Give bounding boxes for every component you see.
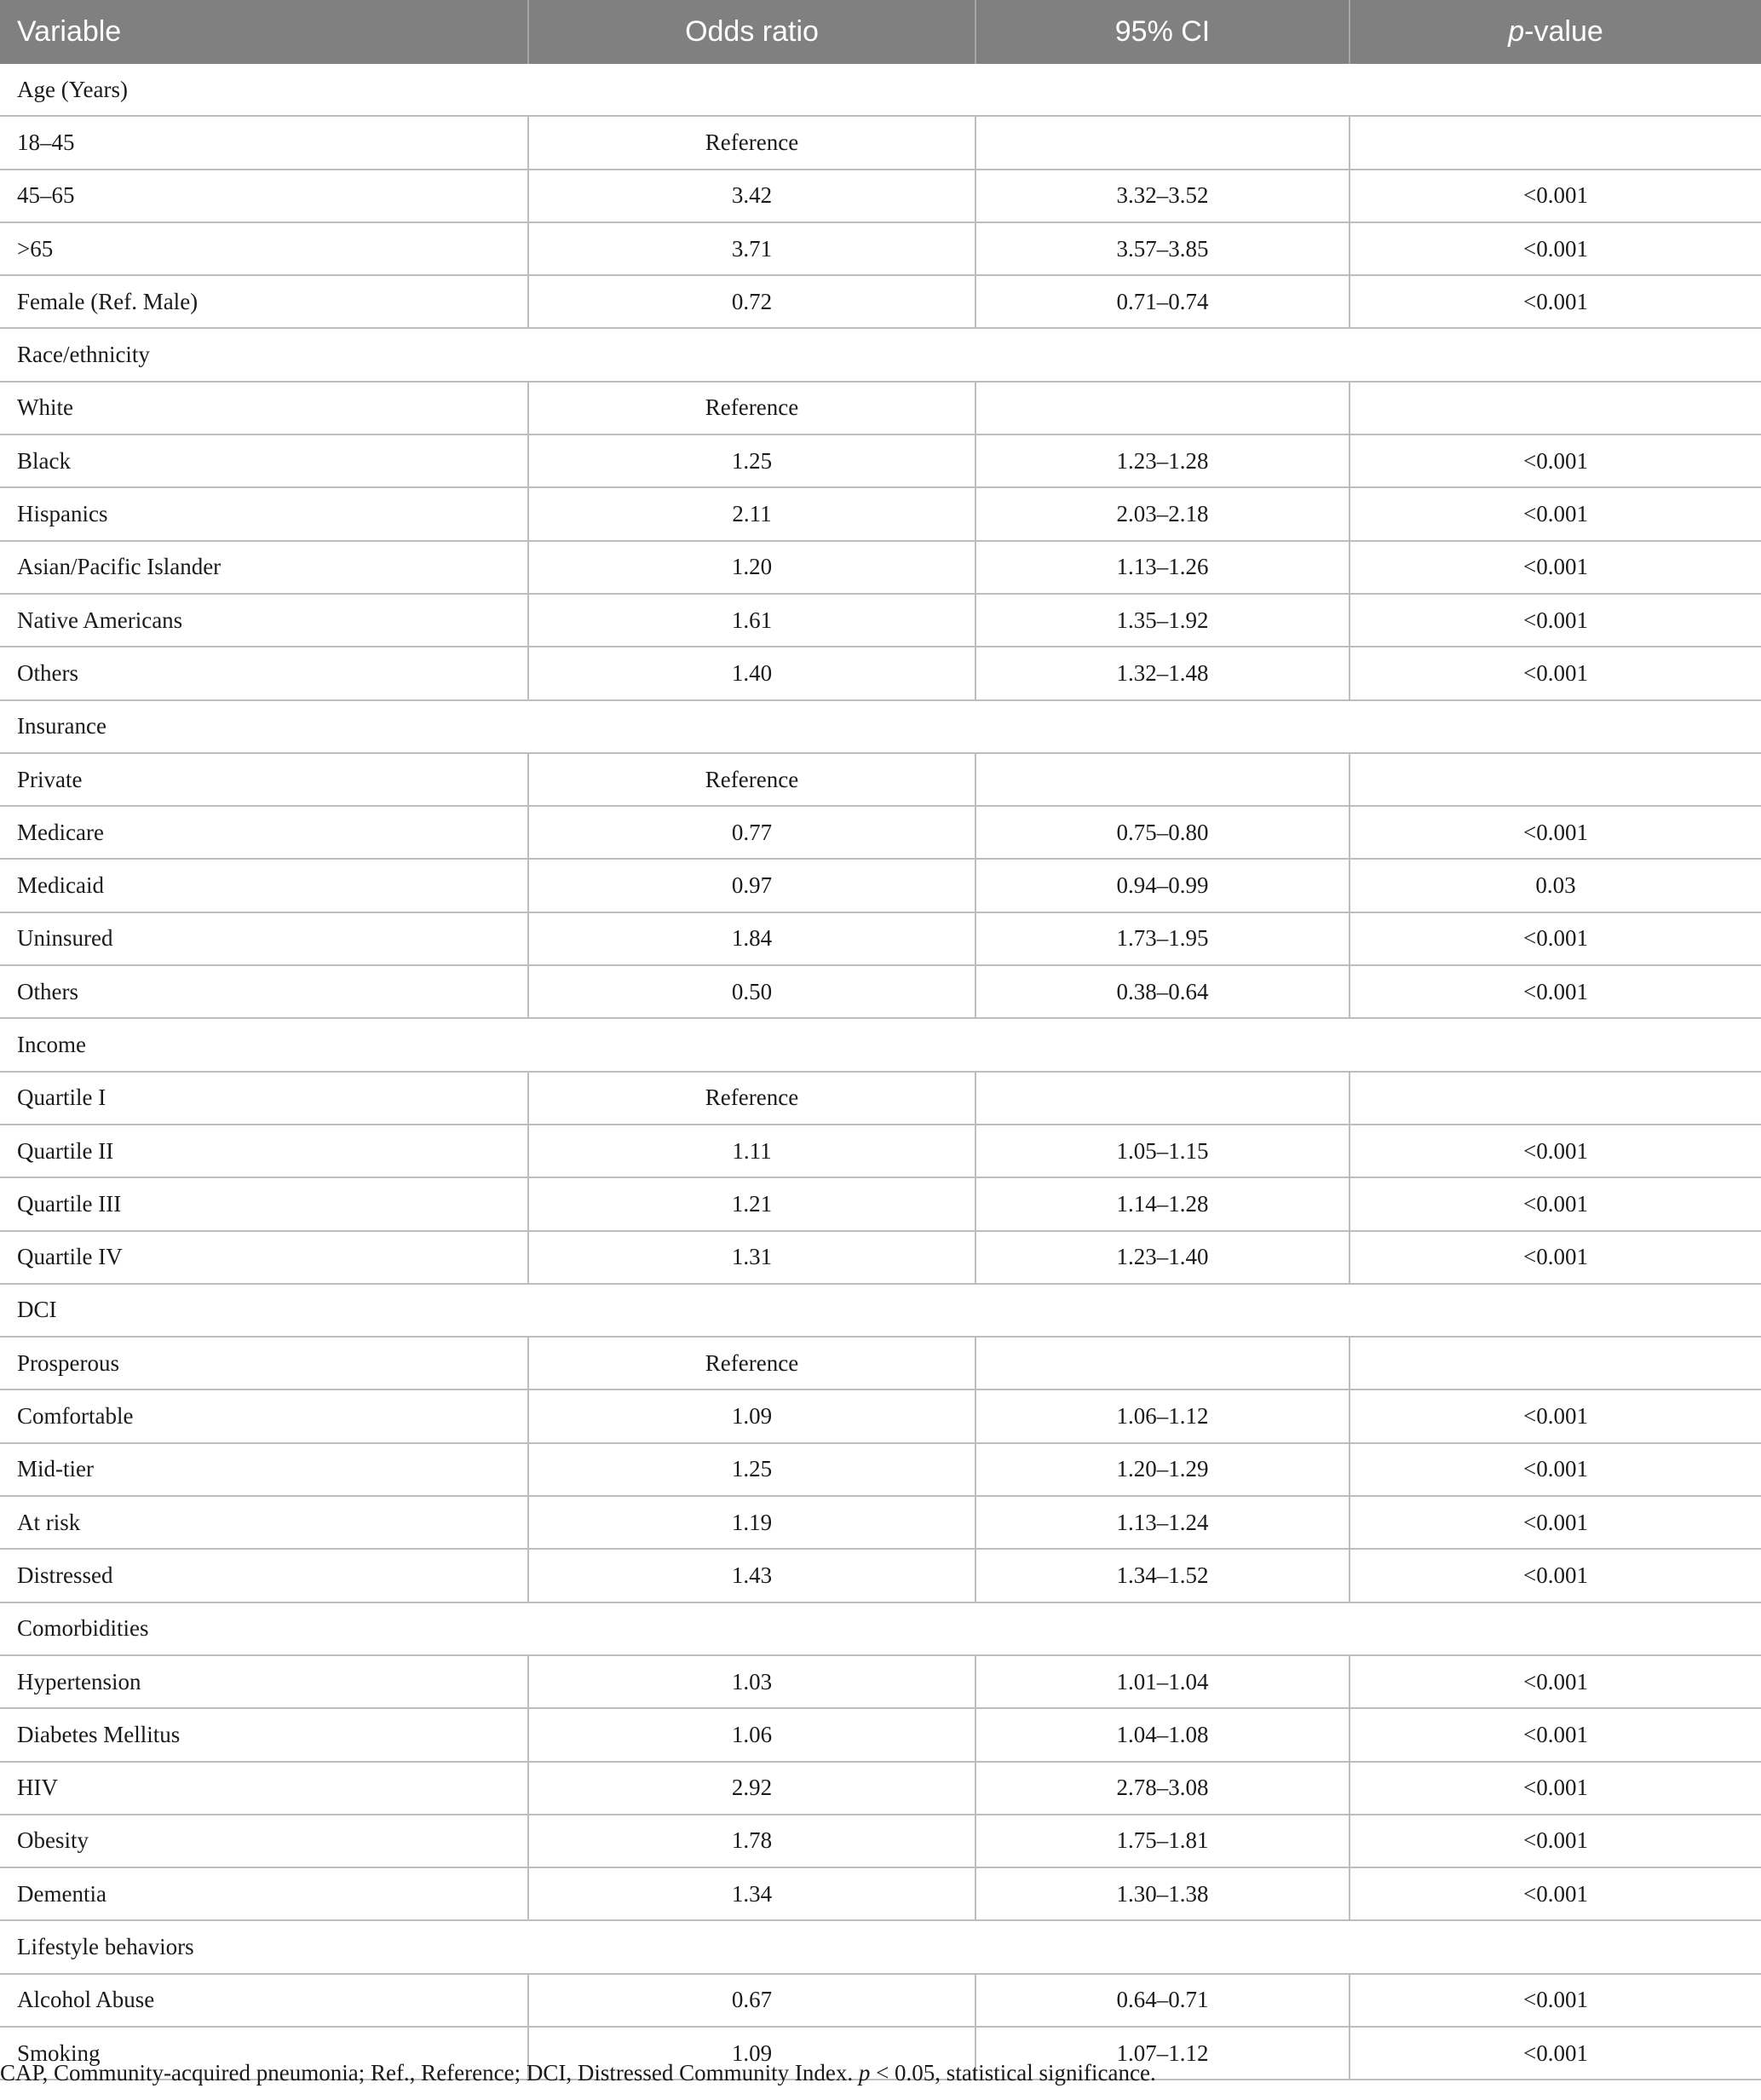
cell-variable: Quartile I [0, 1072, 528, 1125]
footnote-text-after: < 0.05, statistical significance. [870, 2060, 1156, 2086]
cell-variable: Quartile II [0, 1125, 528, 1177]
cell-p-value: <0.001 [1350, 1389, 1761, 1442]
cell-ci: 1.01–1.04 [975, 1655, 1350, 1708]
table-group-row [0, 64, 1761, 116]
cell-variable: Mid-tier [0, 1443, 528, 1496]
header-p-value [1350, 0, 1761, 64]
cell-ci: 1.13–1.24 [975, 1496, 1350, 1549]
table-row [0, 487, 1761, 540]
cell-odds-ratio: 1.40 [528, 647, 975, 699]
cell-p-value: <0.001 [1350, 806, 1761, 859]
cell-p-value: <0.001 [1350, 1762, 1761, 1815]
cell-p-value: <0.001 [1350, 222, 1761, 275]
cell-odds-ratio: Reference [528, 1337, 975, 1389]
cell-variable: Hispanics [0, 487, 528, 540]
cell-variable: Native Americans [0, 594, 528, 647]
cell-ci [975, 1337, 1350, 1389]
table-row [0, 859, 1761, 912]
table-row [0, 1443, 1761, 1496]
cell-odds-ratio: 0.97 [528, 859, 975, 912]
cell-p-value: <0.001 [1350, 1549, 1761, 1602]
table-row [0, 647, 1761, 699]
cell-odds-ratio: 1.61 [528, 594, 975, 647]
header-p-italic: p [1508, 15, 1525, 48]
table-row [0, 116, 1761, 169]
table-row [0, 222, 1761, 275]
cell-odds-ratio: 1.03 [528, 1655, 975, 1708]
cell-odds-ratio: 3.42 [528, 170, 975, 222]
cell-ci: 1.32–1.48 [975, 647, 1350, 699]
cell-odds-ratio: 1.31 [528, 1231, 975, 1284]
cell-p-value: <0.001 [1350, 1496, 1761, 1549]
table-group-row [0, 1284, 1761, 1337]
cell-p-value: <0.001 [1350, 434, 1761, 487]
cell-ci: 1.14–1.28 [975, 1177, 1350, 1230]
table-row [0, 170, 1761, 222]
cell-odds-ratio: Reference [528, 1072, 975, 1125]
table-row [0, 753, 1761, 806]
table-row [0, 912, 1761, 965]
cell-ci: 1.20–1.29 [975, 1443, 1350, 1496]
cell-ci: 0.71–0.74 [975, 275, 1350, 328]
cell-variable: Quartile III [0, 1177, 528, 1230]
cell-ci: 1.07–1.12 [975, 2027, 1350, 2080]
cell-ci [975, 382, 1350, 434]
cell-ci: 1.34–1.52 [975, 1549, 1350, 1602]
group-label: Income [0, 1018, 1761, 1071]
cell-variable: White [0, 382, 528, 434]
table-row [0, 1655, 1761, 1708]
cell-ci: 1.13–1.26 [975, 541, 1350, 594]
table-body [0, 64, 1761, 2080]
cell-odds-ratio: 0.50 [528, 965, 975, 1018]
cell-p-value [1350, 1337, 1761, 1389]
table-group-row [0, 328, 1761, 381]
cell-ci: 1.23–1.40 [975, 1231, 1350, 1284]
cell-ci: 0.64–0.71 [975, 1974, 1350, 2027]
table-group-row [0, 1920, 1761, 1973]
cell-ci [975, 1072, 1350, 1125]
cell-variable: Dementia [0, 1867, 528, 1920]
cell-odds-ratio: 1.09 [528, 2027, 975, 2080]
table-row [0, 1125, 1761, 1177]
table-row [0, 1974, 1761, 2027]
cell-p-value: <0.001 [1350, 1125, 1761, 1177]
cell-variable: 18–45 [0, 116, 528, 169]
cell-odds-ratio: Reference [528, 753, 975, 806]
cell-odds-ratio: 1.43 [528, 1549, 975, 1602]
cell-ci: 0.75–0.80 [975, 806, 1350, 859]
cell-variable: Obesity [0, 1815, 528, 1867]
table-row [0, 382, 1761, 434]
cell-variable: At risk [0, 1496, 528, 1549]
cell-ci: 1.75–1.81 [975, 1815, 1350, 1867]
cell-ci: 0.38–0.64 [975, 965, 1350, 1018]
group-label: Age (Years) [0, 64, 1761, 116]
cell-variable: Comfortable [0, 1389, 528, 1442]
cell-odds-ratio: 1.84 [528, 912, 975, 965]
cell-variable: Quartile IV [0, 1231, 528, 1284]
cell-odds-ratio: 1.34 [528, 1867, 975, 1920]
cell-variable: Private [0, 753, 528, 806]
cell-p-value [1350, 382, 1761, 434]
table-row [0, 1177, 1761, 1230]
cell-ci: 2.03–2.18 [975, 487, 1350, 540]
table-row [0, 965, 1761, 1018]
cell-variable: >65 [0, 222, 528, 275]
cell-p-value: <0.001 [1350, 965, 1761, 1018]
cell-ci: 1.04–1.08 [975, 1708, 1350, 1761]
cell-p-value: <0.001 [1350, 912, 1761, 965]
cell-p-value: <0.001 [1350, 1815, 1761, 1867]
cell-variable: Medicare [0, 806, 528, 859]
footnote-text-before: CAP, Community-acquired pneumonia; Ref., Reference; DCI, Distressed Community Index. [0, 2060, 859, 2086]
cell-p-value: <0.001 [1350, 487, 1761, 540]
cell-variable: Medicaid [0, 859, 528, 912]
table-group-row [0, 1602, 1761, 1655]
cell-odds-ratio: 1.19 [528, 1496, 975, 1549]
cell-ci: 1.05–1.15 [975, 1125, 1350, 1177]
cell-p-value [1350, 1072, 1761, 1125]
cell-p-value: <0.001 [1350, 647, 1761, 699]
group-label: Insurance [0, 700, 1761, 753]
cell-p-value: 0.03 [1350, 859, 1761, 912]
table-group-row [0, 700, 1761, 753]
group-label: Race/ethnicity [0, 328, 1761, 381]
table-row [0, 1072, 1761, 1125]
cell-odds-ratio: 0.72 [528, 275, 975, 328]
table-row [0, 541, 1761, 594]
cell-odds-ratio: 0.67 [528, 1974, 975, 2027]
cell-p-value: <0.001 [1350, 1867, 1761, 1920]
cell-variable: Prosperous [0, 1337, 528, 1389]
cell-ci: 1.30–1.38 [975, 1867, 1350, 1920]
cell-variable: Distressed [0, 1549, 528, 1602]
cell-odds-ratio: 1.25 [528, 1443, 975, 1496]
header-variable: Variable [0, 0, 528, 64]
table-row [0, 1762, 1761, 1815]
cell-p-value [1350, 753, 1761, 806]
cell-p-value: <0.001 [1350, 1655, 1761, 1708]
group-label: Comorbidities [0, 1602, 1761, 1655]
cell-odds-ratio: 1.06 [528, 1708, 975, 1761]
cell-p-value: <0.001 [1350, 1708, 1761, 1761]
cell-variable: Hypertension [0, 1655, 528, 1708]
cell-ci: 2.78–3.08 [975, 1762, 1350, 1815]
cell-odds-ratio: 1.21 [528, 1177, 975, 1230]
table-footnote [0, 2060, 1156, 2086]
table-row [0, 1867, 1761, 1920]
cell-ci: 3.32–3.52 [975, 170, 1350, 222]
cell-ci [975, 116, 1350, 169]
table-row [0, 594, 1761, 647]
cell-odds-ratio: 1.20 [528, 541, 975, 594]
table-row [0, 806, 1761, 859]
footnote-p-italic: p [858, 2060, 871, 2086]
cell-variable: Female (Ref. Male) [0, 275, 528, 328]
cell-variable: HIV [0, 1762, 528, 1815]
cell-odds-ratio: 1.25 [528, 434, 975, 487]
cell-p-value: <0.001 [1350, 1177, 1761, 1230]
cell-variable: Others [0, 965, 528, 1018]
cell-odds-ratio: 1.09 [528, 1389, 975, 1442]
cell-ci: 1.23–1.28 [975, 434, 1350, 487]
cell-variable: Diabetes Mellitus [0, 1708, 528, 1761]
cell-odds-ratio: 3.71 [528, 222, 975, 275]
cell-variable: Others [0, 647, 528, 699]
cell-p-value: <0.001 [1350, 170, 1761, 222]
cell-odds-ratio: 0.77 [528, 806, 975, 859]
header-ci: 95% CI [975, 0, 1350, 64]
cell-p-value: <0.001 [1350, 541, 1761, 594]
table-row [0, 1496, 1761, 1549]
cell-ci: 1.73–1.95 [975, 912, 1350, 965]
table-row [0, 1337, 1761, 1389]
table-row [0, 434, 1761, 487]
cell-ci: 1.06–1.12 [975, 1389, 1350, 1442]
cell-variable: Uninsured [0, 912, 528, 965]
cell-p-value: <0.001 [1350, 275, 1761, 328]
cell-p-value: <0.001 [1350, 1974, 1761, 2027]
cell-odds-ratio: 2.11 [528, 487, 975, 540]
cell-variable: Asian/Pacific Islander [0, 541, 528, 594]
table-group-row [0, 1018, 1761, 1071]
table-row [0, 1549, 1761, 1602]
table-row [0, 1815, 1761, 1867]
group-label: Lifestyle behaviors [0, 1920, 1761, 1973]
table-row [0, 1708, 1761, 1761]
cell-p-value: <0.001 [1350, 594, 1761, 647]
cell-variable: Alcohol Abuse [0, 1974, 528, 2027]
cell-odds-ratio: Reference [528, 382, 975, 434]
cell-odds-ratio: 1.11 [528, 1125, 975, 1177]
cell-odds-ratio: 1.78 [528, 1815, 975, 1867]
group-label: DCI [0, 1284, 1761, 1337]
cell-ci: 1.35–1.92 [975, 594, 1350, 647]
cell-ci: 3.57–3.85 [975, 222, 1350, 275]
cell-variable: Smoking [0, 2027, 528, 2080]
table-header-row [0, 0, 1761, 64]
cell-p-value: <0.001 [1350, 2027, 1761, 2080]
table-row [0, 275, 1761, 328]
cell-odds-ratio: 2.92 [528, 1762, 975, 1815]
cell-ci: 0.94–0.99 [975, 859, 1350, 912]
cell-ci [975, 753, 1350, 806]
cell-variable: 45–65 [0, 170, 528, 222]
table-row [0, 1231, 1761, 1284]
cell-odds-ratio: Reference [528, 116, 975, 169]
cell-p-value: <0.001 [1350, 1443, 1761, 1496]
header-odds-ratio: Odds ratio [528, 0, 975, 64]
header-p-rest: -value [1524, 15, 1603, 48]
cell-variable: Black [0, 434, 528, 487]
cell-p-value: <0.001 [1350, 1231, 1761, 1284]
cell-p-value [1350, 116, 1761, 169]
table-row [0, 1389, 1761, 1442]
